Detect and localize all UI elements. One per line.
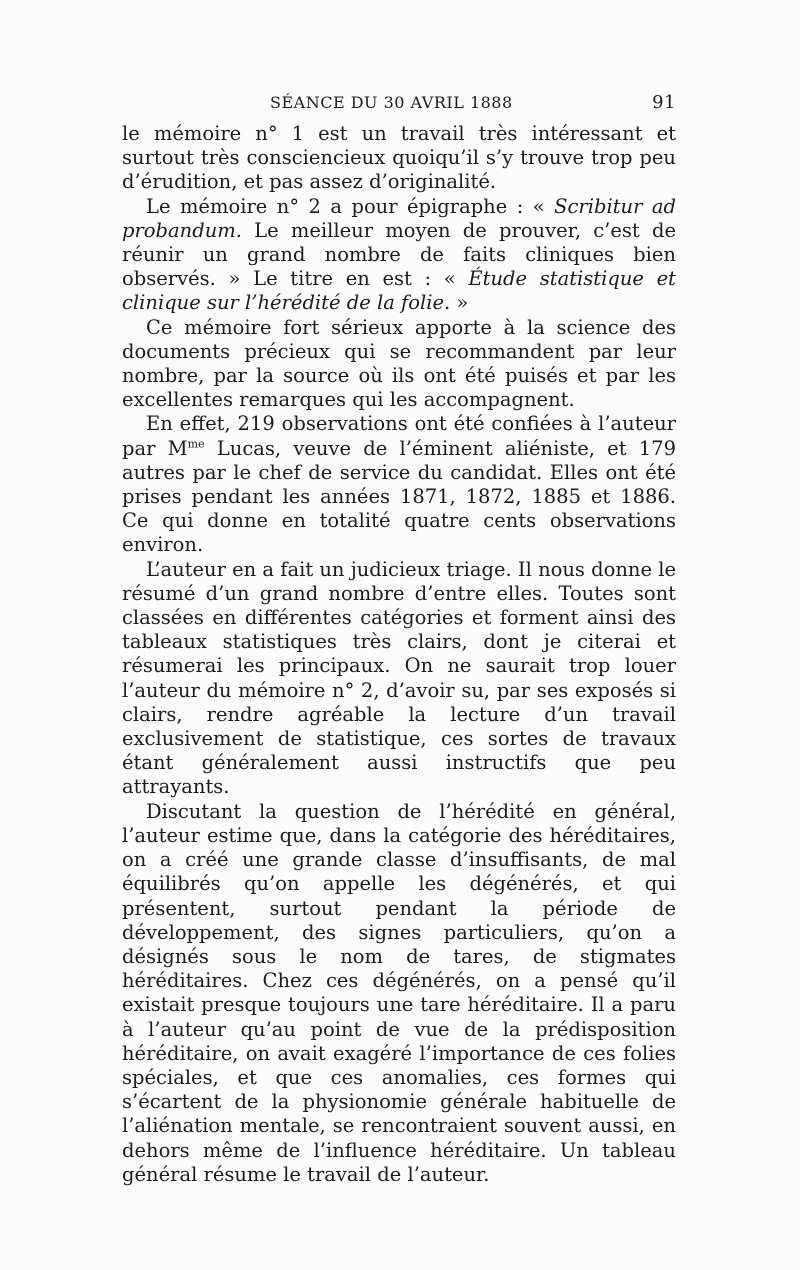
paragraph-4 — [122, 412, 676, 557]
paragraph-6: Discutant la question de l’hérédité en général, l’auteur estime que, dans la catégorie des héréditaires, on a créé une grande classe d’insuffisants, de mal équilibrés qu’on appelle les dégénérés, et qui présentent, surtout pendant la période de développement, des signes particuliers, qu’on a désignés sous le nom de tares, de stigmates héréditaires. Chez ces dégénérés, on a pensé qu’il existait presque toujours une tare héréditaire. Il a paru à l’auteur qu’au point de vue de la prédisposition héréditaire, on avait exagéré l’importance de ces folies spéciales, et que ces anomalies, ces formes qui s’écartent de la physionomie générale habituelle de l’aliénation mentale, se rencontraient souvent aussi, en dehors même de l’influence héréditaire. Un tableau général résume le travail de l’auteur. — [122, 799, 676, 1186]
paragraph-2-text-e: » — [450, 291, 469, 315]
page-number: 91 — [652, 92, 676, 113]
paragraph-2-text-a: Le mémoire n° 2 a pour épigraphe : « — [146, 194, 555, 218]
epigraph: Scribitur ad probandum. — [122, 194, 676, 242]
paragraph-4-superscript: me — [187, 437, 205, 451]
paragraph-4-text-a: En effet, 219 observations ont été confiées à l’auteur par M — [122, 412, 676, 460]
paragraph-5: L’auteur en a fait un judicieux triage. Il nous donne le résumé d’un grand nombre d’entre elles. Toutes sont classées en différentes catégories et forment ainsi des tableaux statistiques très clairs, dont je citerai et résumerai les principaux. On ne saurait trop louer l’auteur du mémoire n° 2, d’avoir su, par ses exposés si clairs, rendre agréable la lecture d’un travail exclusivement de statistique, ces sortes de travaux étant généralement aussi instructifs que peu attrayants. — [122, 557, 676, 799]
paragraph-1: le mémoire n° 1 est un travail très intéressant et surtout très consciencieux quoiqu’il s’y trouve trop peu d’érudition, et pas assez d’originalité. — [122, 122, 676, 194]
running-title: SÉANCE DU 30 AVRIL 1888 — [270, 93, 513, 112]
paragraph-2 — [122, 195, 676, 316]
memoir-title: Étude statistique et clinique sur l’hérédité de la folie. — [122, 267, 676, 315]
text-block — [122, 92, 676, 1187]
paragraph-4-text-b: Lucas, veuve de l’éminent aliéniste, et 179 autres par le chef de service du candidat. Elles ont été prises pendant les années 1871, 1872, 1885 et 1886. Ce qui donne en totalité quatre cents observations environ. — [122, 436, 676, 557]
running-head — [122, 92, 676, 122]
paragraph-3: Ce mémoire fort sérieux apporte à la science des documents précieux qui se recommandent par leur nombre, par la source où ils ont été puisés et par les excellentes remarques qui les accompagnent. — [122, 315, 676, 412]
paragraph-2-text-c: Le meilleur moyen de prouver, c’est de réunir un grand nombre de faits cliniques bien observés. » Le titre en est : « — [122, 218, 676, 291]
